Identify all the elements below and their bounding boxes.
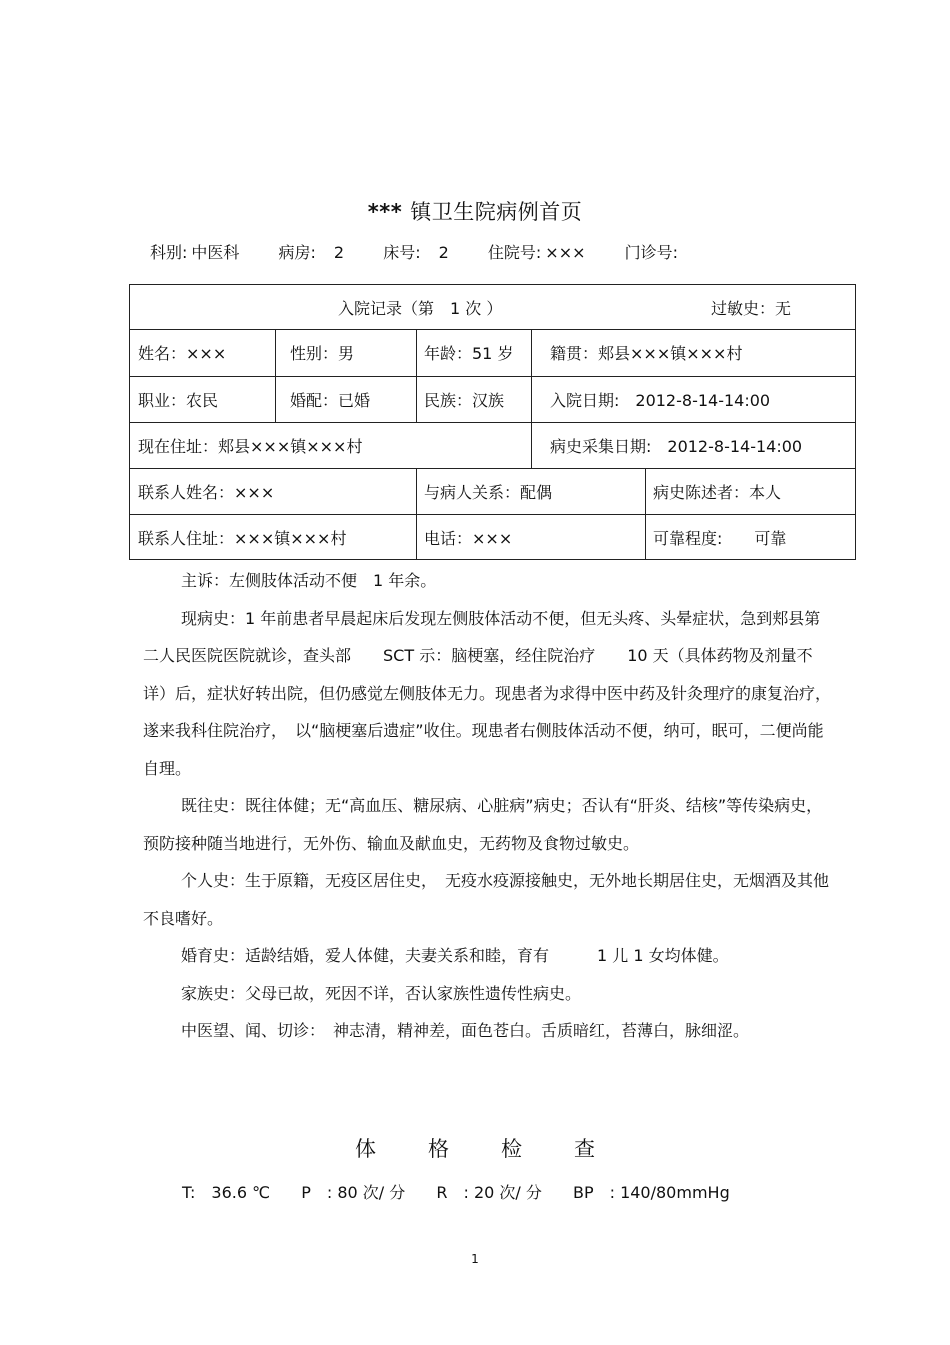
exam-title-char: 查	[574, 1137, 595, 1161]
outpatient-number-field: 门诊号:	[624, 243, 679, 262]
personal-history: 个人史：生于原籍，无疫区居住史， 无疫水疫源接触史，无外地长期居住史，无烟酒及其他不良嗜好。	[143, 871, 830, 928]
patient-marital-status: 婚配：已婚	[290, 390, 371, 410]
vital-signs	[182, 1180, 756, 1203]
patient-age: 年龄：51 岁	[424, 344, 514, 363]
admission-date: 入院日期: 2012-8-14-14:00	[550, 390, 771, 410]
ward-field: 病房: 2	[278, 243, 345, 262]
pulse: P : 80 次/ 分	[301, 1183, 406, 1202]
exam-title-char: 格	[428, 1137, 449, 1161]
bed-field: 床号: 2	[383, 243, 449, 262]
title-stars: ***	[367, 200, 403, 224]
past-history: 既往史：既往体健；无“高血压、糖尿病、心脏病”病史；否认有“肝炎、结核”等传染病史，预防接种随当地进行，无外伤、输血及献血史，无药物及食物过敏史。	[143, 796, 823, 853]
allergy-history: 过敏史：无	[711, 298, 792, 318]
marriage-history: 婚育史：适龄结婚，爱人体健，夫妻关系和睦，育有 1 儿 1 女均体健。	[181, 946, 729, 965]
exam-title-char: 检	[501, 1137, 522, 1161]
contact-name: 联系人姓名：×××	[138, 482, 275, 502]
medical-history-text	[143, 562, 840, 1050]
page-number: 1	[471, 1252, 479, 1266]
contact-relation: 与病人关系：配偶	[424, 482, 553, 502]
dept-field: 科别: 中医科	[150, 243, 240, 262]
history-collection-date: 病史采集日期: 2012-8-14-14:00	[550, 436, 803, 456]
respiration: R : 20 次/ 分	[436, 1183, 542, 1202]
patient-name: 姓名：×××	[138, 344, 227, 363]
contact-phone: 电话：×××	[424, 528, 513, 548]
patient-origin: 籍贯：郏县×××镇×××村	[550, 344, 743, 363]
blood-pressure: BP : 140/80mmHg	[572, 1183, 730, 1202]
patient-occupation: 职业：农民	[138, 390, 219, 410]
title-text: 镇卫生院病例首页	[410, 200, 583, 224]
temperature: T: 36.6 ℃	[182, 1183, 271, 1202]
chief-complaint: 主诉：左侧肢体活动不便 1 年余。	[181, 571, 437, 590]
reliability: 可靠程度: 可靠	[653, 528, 787, 548]
family-history: 家族史：父母已故，死因不详，否认家族性遗传性病史。	[181, 983, 582, 1003]
exam-title-char: 体	[355, 1137, 376, 1161]
patient-sex: 性别：男	[290, 344, 355, 363]
contact-address: 联系人住址：×××镇×××村	[138, 528, 347, 548]
admission-record-table	[129, 284, 856, 560]
patient-ethnicity: 民族：汉族	[424, 390, 505, 410]
admission-record-label: 入院记录（第 1 次 ）	[338, 298, 503, 318]
page-title	[0, 196, 950, 226]
physical-exam-title	[0, 1133, 950, 1163]
inpatient-number-field: 住院号: ×××	[487, 243, 586, 262]
tcm-examination: 中医望、闻、切诊： 神志清，精神差，面色苍白。舌质暗红，苔薄白，脉细涩。	[181, 1021, 750, 1040]
present-illness: 现病史：1 年前患者早晨起床后发现左侧肢体活动不便，但无头疼、头晕症状，急到郏县第二人民医院医院就诊，查头部 SCT 示：脑梗塞，经住院治疗 10 天（具体药物及剂量不详）后，症状好转出院，但仍感觉左侧肢体无力。现患者为求得中医中药及针灸理疗的康复治疗， 遂来我科住院治疗， 以“脑梗塞后遗症”收住。现患者右侧肢体活动不便，纳可，眠可，二便尚能自理。	[143, 608, 840, 778]
current-address: 现在住址：郏县×××镇×××村	[138, 436, 363, 456]
history-narrator: 病史陈述者：本人	[653, 482, 782, 502]
meta-row	[150, 240, 716, 263]
